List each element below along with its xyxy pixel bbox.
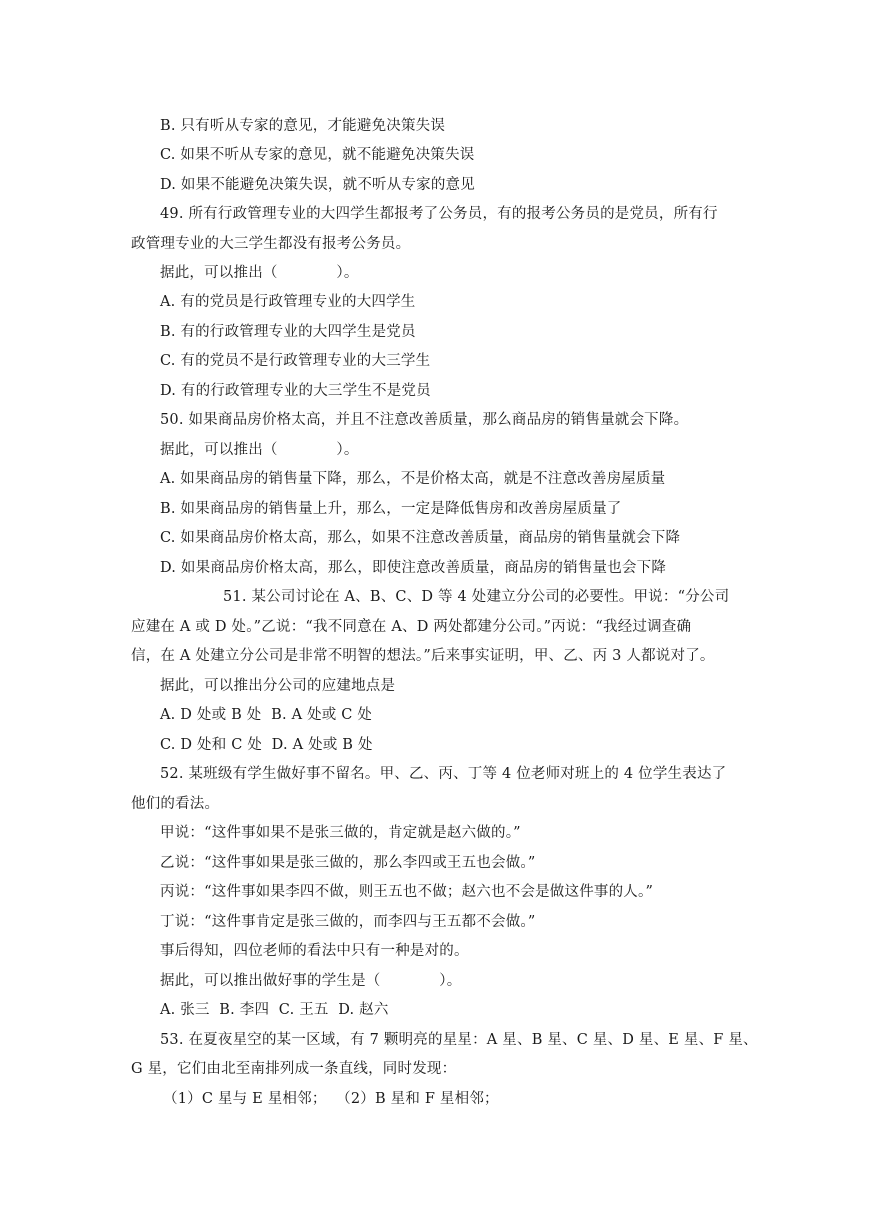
- q49-prompt: 据此，可以推出（ ）。: [160, 265, 359, 281]
- q50-option-b: B. 如果商品房的销售量上升，那么，一定是降低售房和改善房屋质量了: [160, 501, 622, 517]
- q52-stem-line2: 他们的看法。: [131, 796, 220, 812]
- q51-stem-line1: 51. 某公司讨论在 A、B、C、D 等 4 处建立分公司的必要性。甲说：“分公司: [223, 589, 730, 605]
- q50-stem: 50. 如果商品房价格太高，并且不注意改善质量，那么商品房的销售量就会下降。: [160, 412, 689, 428]
- q48-option-b: B. 只有听从专家的意见，才能避免决策失误: [160, 118, 446, 134]
- q52-prompt: 据此，可以推出做好事的学生是（ ）。: [160, 973, 462, 989]
- q52-statement-yi: 乙说：“这件事如果是张三做的，那么李四或王五也会做。”: [160, 855, 536, 871]
- q48-option-c: C. 如果不听从专家的意见，就不能避免决策失误: [160, 147, 475, 163]
- q49-option-c: C. 有的党员不是行政管理专业的大三学生: [160, 353, 431, 369]
- q51-options-line1: A. D 处或 B 处 B. A 处或 C 处: [160, 707, 373, 723]
- q51-stem-line3: 信，在 A 处建立分公司是非常不明智的想法。”后来事实证明，甲、乙、丙 3 人都说对了。: [131, 648, 715, 664]
- q53-stem-line2: G 星，它们由北至南排列成一条直线，同时发现：: [131, 1061, 457, 1077]
- q49-stem-line2: 政管理专业的大三学生都没有报考公务员。: [131, 236, 411, 252]
- q51-stem-line2: 应建在 A 或 D 处。”乙说：“我不同意在 A、D 两处都建分公司。”丙说：“我经过调查确: [131, 619, 692, 635]
- q52-statement-jia: 甲说：“这件事如果不是张三做的，肯定就是赵六做的。”: [160, 825, 521, 841]
- q49-option-a: A. 有的党员是行政管理专业的大四学生: [160, 294, 416, 310]
- q49-option-b: B. 有的行政管理专业的大四学生是党员: [160, 324, 416, 340]
- q53-conditions: （1）C 星与 E 星相邻； （2）B 星和 F 星相邻；: [163, 1091, 499, 1107]
- q48-option-d: D. 如果不能避免决策失误，就不听从专家的意见: [160, 177, 475, 193]
- q49-option-d: D. 有的行政管理专业的大三学生不是党员: [160, 383, 431, 399]
- q49-stem-line1: 49. 所有行政管理专业的大四学生都报考了公务员，有的报考公务员的是党员，所有行: [160, 206, 718, 222]
- q52-fact: 事后得知，四位老师的看法中只有一种是对的。: [160, 943, 469, 959]
- q52-statement-bing: 丙说：“这件事如果李四不做，则王五也不做；赵六也不会是做这件事的人。”: [160, 884, 654, 900]
- q50-option-d: D. 如果商品房价格太高，那么，即使注意改善质量，商品房的销售量也会下降: [160, 560, 667, 576]
- q53-stem-line1: 53. 在夏夜星空的某一区域，有 7 颗明亮的星星：A 星、B 星、C 星、D 星、E 星、F 星、: [160, 1032, 758, 1048]
- q52-stem-line1: 52. 某班级有学生做好事不留名。甲、乙、丙、丁等 4 位老师对班上的 4 位学生表达了: [160, 766, 727, 782]
- q51-prompt: 据此，可以推出分公司的应建地点是: [160, 678, 396, 694]
- q52-options: A. 张三 B. 李四 C. 王五 D. 赵六: [160, 1002, 389, 1018]
- q50-option-a: A. 如果商品房的销售量下降，那么，不是价格太高，就是不注意改善房屋质量: [160, 471, 666, 487]
- q50-option-c: C. 如果商品房价格太高，那么，如果不注意改善质量，商品房的销售量就会下降: [160, 530, 681, 546]
- q52-statement-ding: 丁说：“这件事肯定是张三做的，而李四与王五都不会做。”: [160, 914, 536, 930]
- q50-prompt: 据此，可以推出（ ）。: [160, 442, 359, 458]
- q51-options-line2: C. D 处和 C 处 D. A 处或 B 处: [160, 737, 373, 753]
